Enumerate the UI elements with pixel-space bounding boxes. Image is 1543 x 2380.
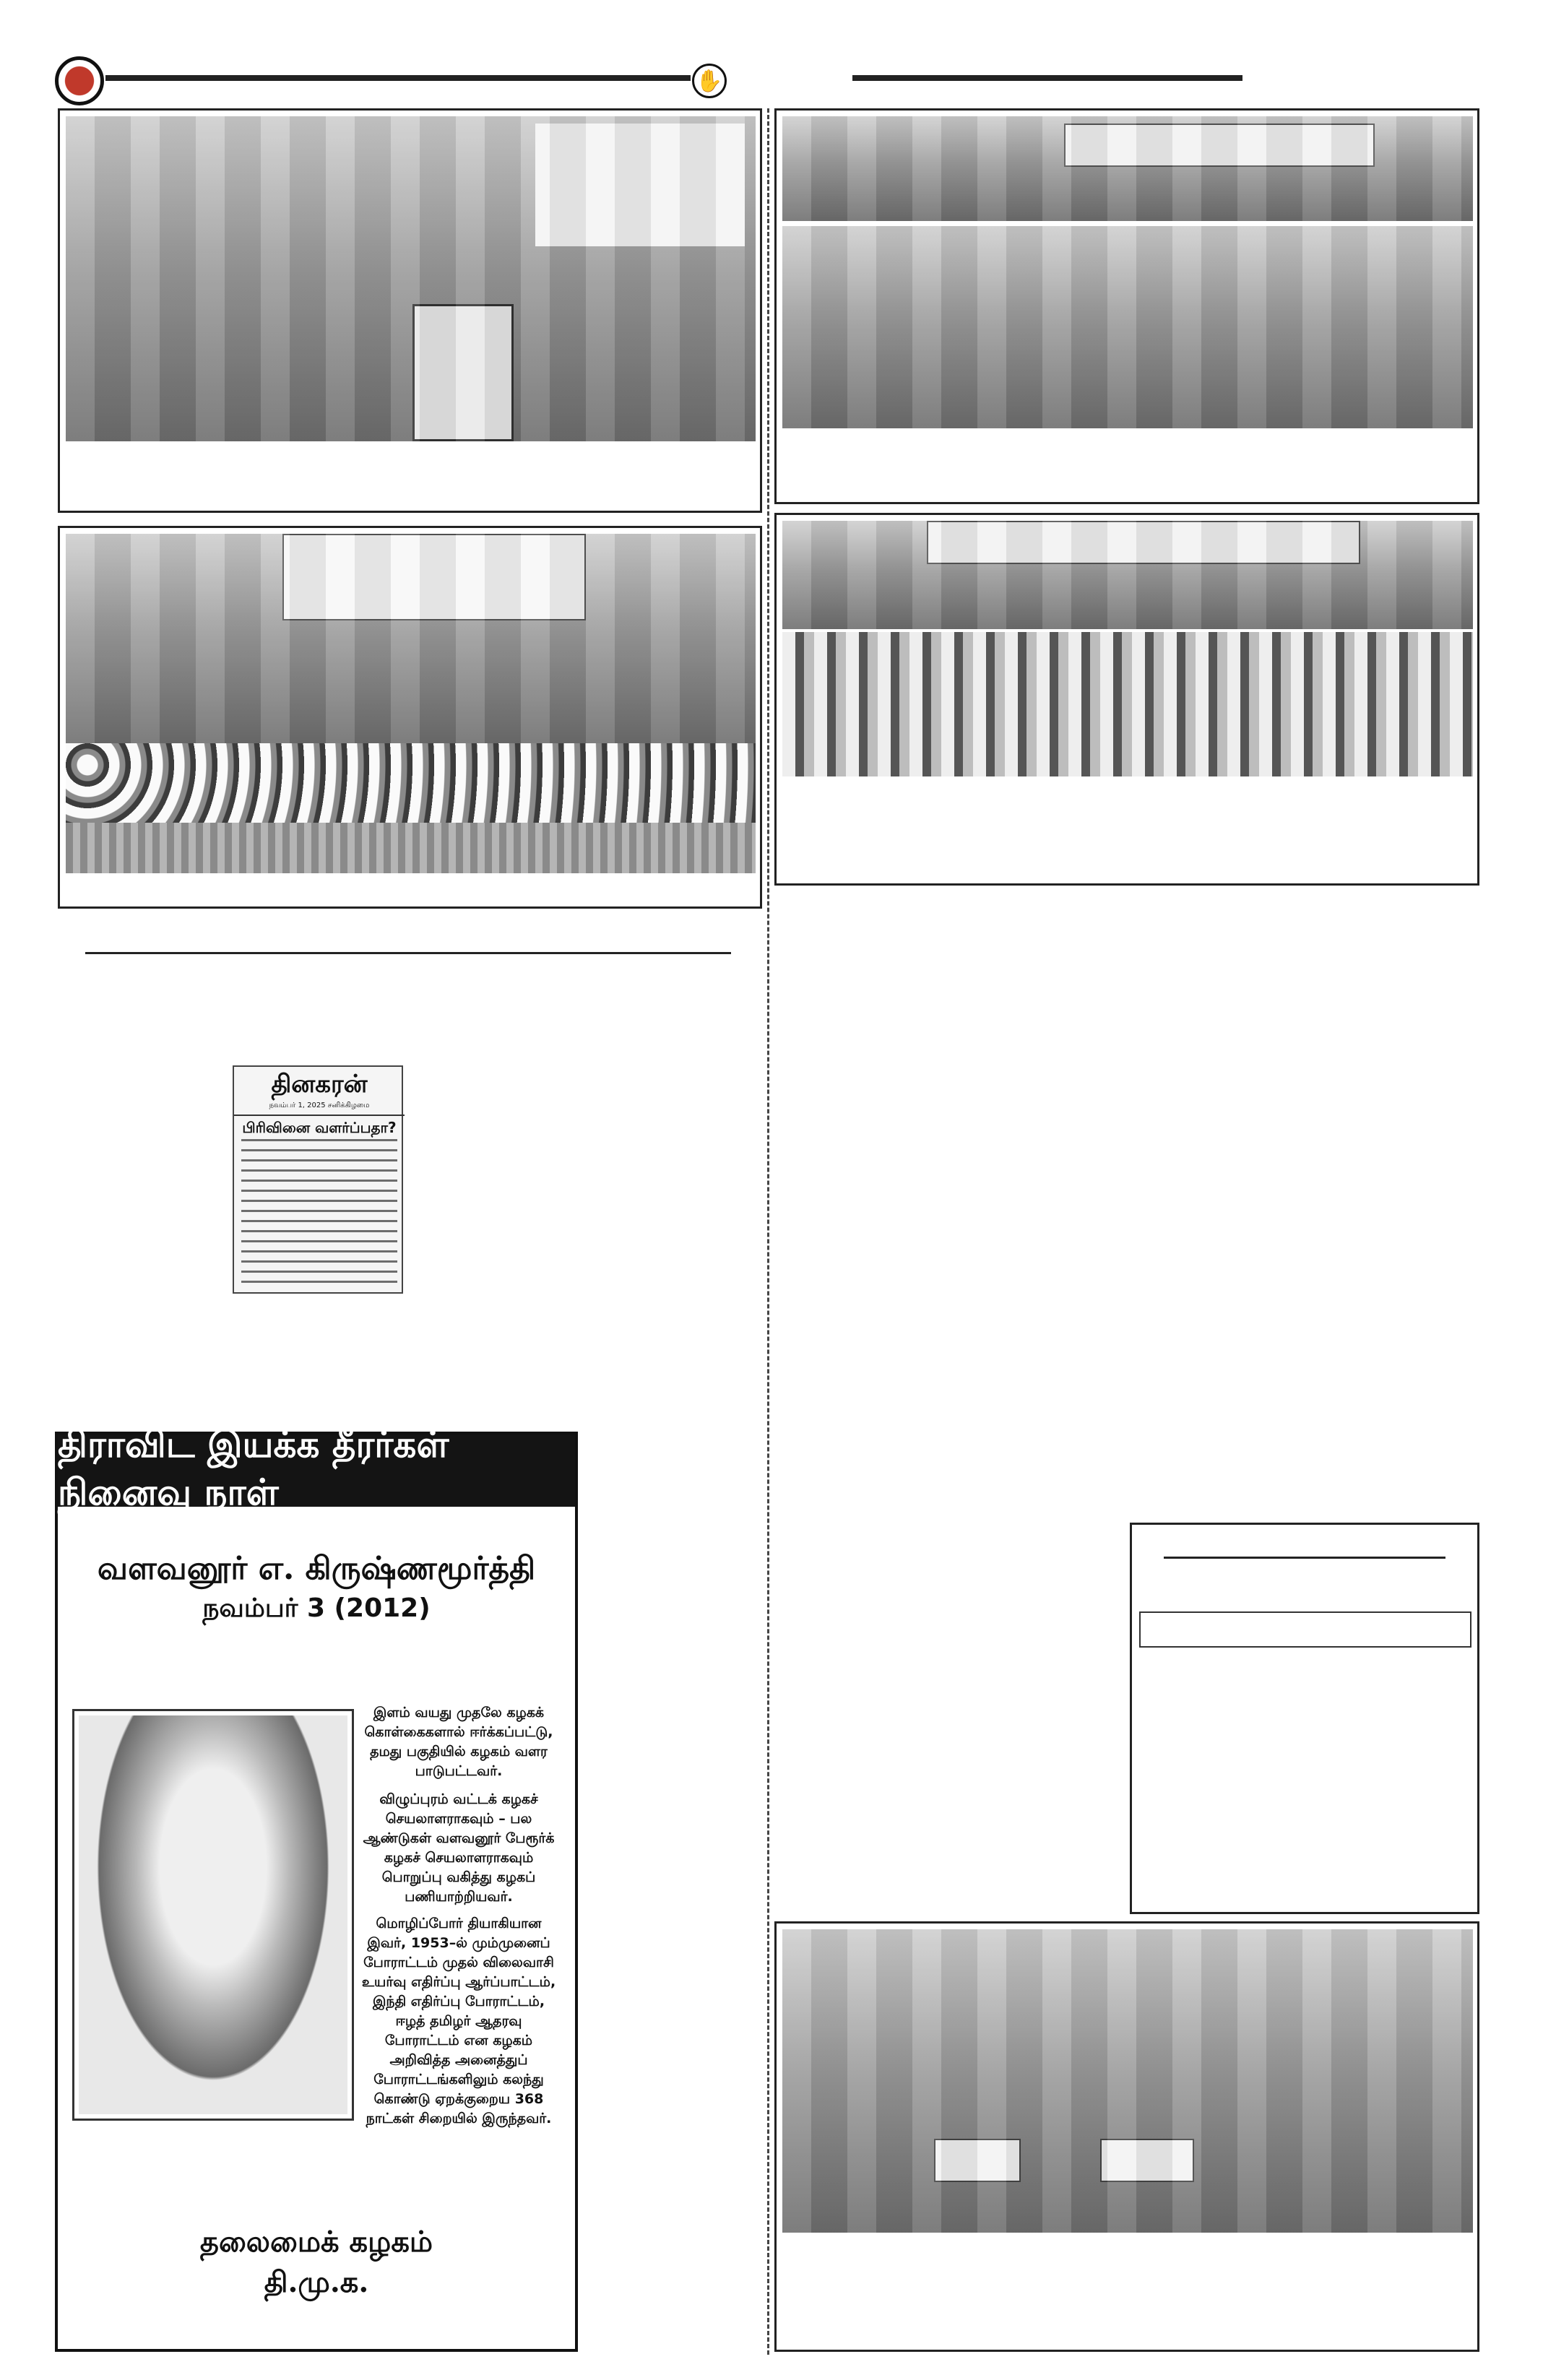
certificate-right bbox=[1100, 2139, 1194, 2182]
award-photo bbox=[782, 1929, 1473, 2233]
stage-banner bbox=[1064, 124, 1375, 167]
photo-frame-dais bbox=[58, 526, 762, 909]
obituary-signature-2: தி.மு.க. bbox=[264, 2265, 369, 2299]
clipping-masthead: தினகரன் bbox=[271, 1070, 368, 1099]
clipping-headline: பிரிவினை வளர்ப்பதா? bbox=[234, 1115, 405, 1138]
wall-poster bbox=[535, 124, 745, 246]
obituary-paragraph-3: மொழிப்போர் தியாகியான இவர், 1953–ல் மும்முனைப் போராட்டம் முதல் விலைவாசி உயர்வு எதிர்ப்பு ஆர்ப்பாட்டம், இந்தி எதிர்ப்பு போராட்டம், ஈழத் தமிழர் ஆதரவு போராட்டம் என கழகம் அறிவித்த அனைத்துப் போராட்டங்களிலும் கலந்து கொண்டு ஏறக்குறைய 368 நாட்கள் சிறையில் இருந்தவர். bbox=[361, 1916, 556, 2126]
flower-decoration bbox=[66, 743, 756, 823]
crowd-photo bbox=[782, 632, 1473, 776]
distribution-photo bbox=[66, 116, 756, 441]
portrait-frame bbox=[72, 1709, 354, 2121]
obituary-paragraph-2: விழுப்புரம் வட்டக் கழகச் செயலாளராகவும் – பல ஆண்டுகள் வளவனூர் பேரூர்க் கழகச் செயலாளராகவும் பொறுப்பு வகித்து கழகப் பணியாற்றியவர். bbox=[363, 1791, 555, 1905]
notice-title-rule bbox=[1164, 1557, 1445, 1559]
photo-frame-distribution bbox=[58, 108, 762, 513]
meeting-audience-photo bbox=[782, 226, 1473, 428]
column-divider bbox=[767, 108, 769, 2355]
portrait-photo bbox=[79, 1715, 347, 2114]
party-symbol-icon: ✋ bbox=[692, 64, 727, 98]
photo-frame-crowd bbox=[774, 513, 1479, 886]
notice-box bbox=[1130, 1523, 1479, 1914]
crowd-stage-banner bbox=[927, 521, 1360, 564]
header-rule-left bbox=[105, 75, 691, 81]
rice-bag bbox=[412, 304, 514, 441]
newspaper-clipping bbox=[233, 1065, 403, 1294]
stage-skirt bbox=[66, 823, 756, 873]
photo-frame-award bbox=[774, 1921, 1479, 2352]
header-logo-icon bbox=[55, 56, 104, 105]
obituary-date: நவம்பர் 3 (2012) bbox=[202, 1593, 431, 1623]
clipping-body-text bbox=[241, 1139, 397, 1287]
clipping-dateline: நவம்பர் 1, 2025 சனிக்கிழமை bbox=[269, 1102, 370, 1109]
meeting-stage-photo bbox=[782, 116, 1473, 221]
certificate-left bbox=[934, 2139, 1021, 2182]
obituary-header: திராவிட இயக்க தீரர்கள் நினைவு நாள் bbox=[58, 1435, 575, 1507]
photo-frame-meeting bbox=[774, 108, 1479, 504]
obituary-box bbox=[55, 1423, 578, 2352]
crowd-stage-photo bbox=[782, 521, 1473, 629]
section-rule bbox=[85, 952, 731, 954]
dais-banner bbox=[282, 534, 586, 620]
obituary-paragraph-1: இளம் வயது முதலே கழகக் கொள்கைகளால் ஈர்க்கப்பட்டு, தமது பகுதியில் கழகம் வளர பாடுபட்டவர். bbox=[364, 1705, 553, 1779]
obituary-name: வளவனூர் எ. கிருஷ்ணமூர்த்தி bbox=[97, 1550, 536, 1587]
header-rule-right bbox=[852, 75, 1242, 81]
obituary-signature-1: தலைமைக் கழகம் bbox=[199, 2225, 433, 2259]
dais-photo bbox=[66, 534, 756, 743]
notice-title-bar bbox=[1139, 1611, 1471, 1648]
